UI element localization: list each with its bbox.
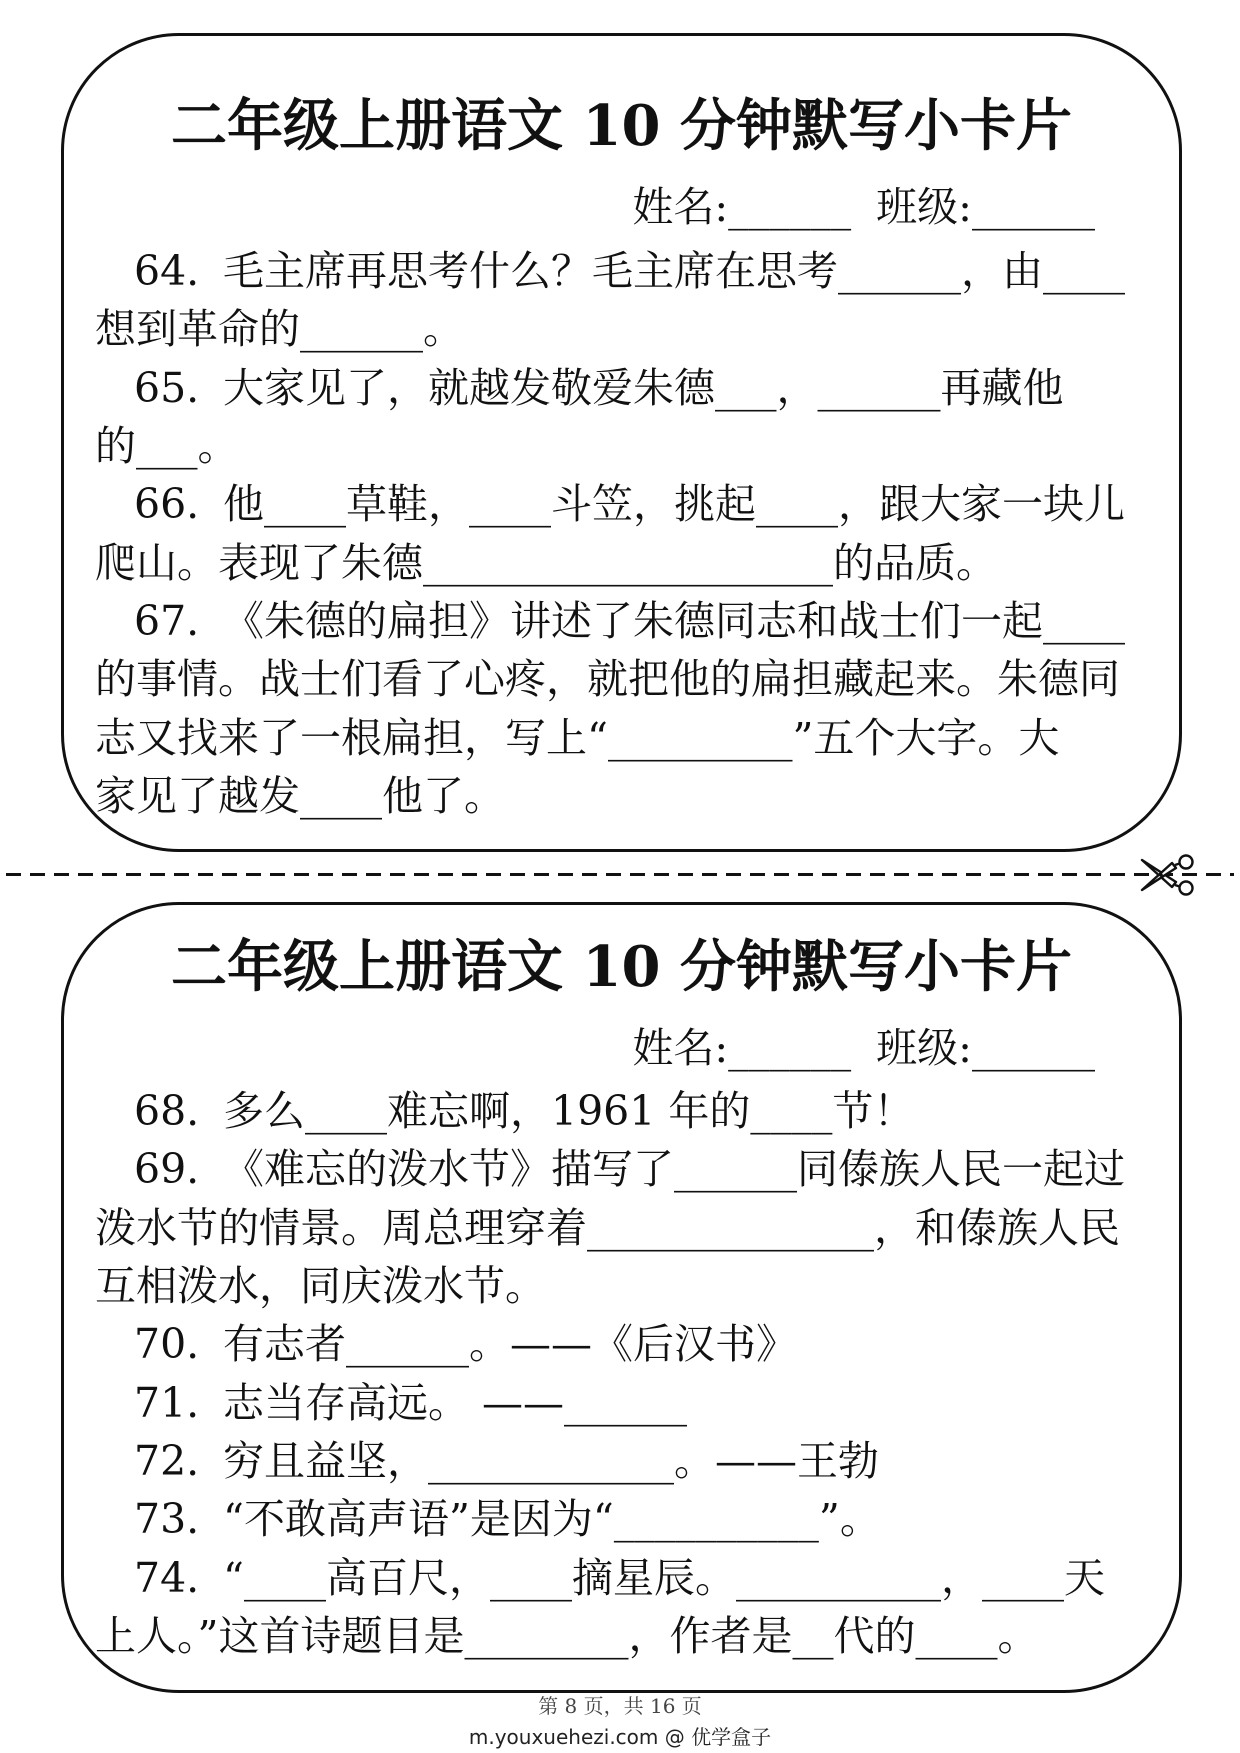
question-text: 上人。”这首诗题目是________，作者是__代的____。: [95, 1612, 1039, 1660]
site-watermark: m.youxuehezi.com @ 优学盒子: [468, 1725, 772, 1749]
class-field: 班级:______: [876, 183, 1095, 231]
question-line: [134, 359, 1064, 417]
question-text: 《难忘的泼水节》描写了______同傣族人民一起过: [223, 1145, 1125, 1193]
question-line: [134, 1082, 914, 1140]
question-number: 64.: [134, 247, 200, 295]
question-text: “不敢高声语”是因为“__________”。: [223, 1495, 881, 1543]
dashed-cut-line: [6, 873, 1234, 876]
question-number: 73.: [134, 1495, 200, 1543]
question-text: 穷且益坚，____________。——王勃: [223, 1437, 879, 1485]
card-title: 二年级上册语文 10 分钟默写小卡片: [171, 93, 1072, 159]
question-text: 的___。: [95, 422, 239, 470]
student-info: [632, 1019, 1095, 1077]
question-line: [134, 475, 1125, 533]
dictation-card-1: [61, 33, 1182, 852]
question-text: 家见了越发____他了。: [95, 772, 505, 820]
question-number: 74.: [134, 1554, 200, 1602]
question-text: “____高百尺，____摘星辰。__________，____天: [223, 1554, 1105, 1602]
question-text: 的事情。战士们看了心疼，就把他的扁担藏起来。朱德同: [95, 655, 1120, 703]
question-line: [134, 592, 1125, 650]
name-field: 姓名:______: [632, 183, 852, 231]
question-text: 想到革命的______。: [95, 305, 464, 353]
question-text: 爬山。表现了朱德____________________的品质。: [95, 539, 997, 587]
scissors-icon: [1140, 852, 1196, 898]
question-text: 《朱德的扁担》讲述了朱德同志和战士们一起____: [223, 597, 1125, 645]
name-field: 姓名:______: [632, 1024, 852, 1072]
question-number: 71.: [134, 1379, 200, 1427]
dictation-card-2: [61, 902, 1182, 1693]
question-line: [134, 1490, 881, 1548]
question-text: 毛主席再思考什么？毛主席在思考______，由____: [223, 247, 1125, 295]
question-line: [134, 1432, 879, 1490]
question-text: 他____草鞋，____斗笠，挑起____，跟大家一块儿: [223, 480, 1125, 528]
question-line: [134, 1549, 1105, 1607]
question-number: 68.: [134, 1087, 200, 1135]
question-line: [134, 1374, 687, 1432]
question-text: 互相泼水，同庆泼水节。: [95, 1262, 546, 1310]
question-text: 多么____难忘啊，1961 年的____节！: [223, 1087, 915, 1135]
question-line: [134, 1315, 797, 1373]
question-number: 66.: [134, 480, 200, 528]
page-number: 第 8 页，共 16 页: [538, 1694, 702, 1718]
question-number: 65.: [134, 364, 200, 412]
question-text: 志又找来了一根扁担，写上“_________”五个大字。大: [95, 714, 1060, 762]
question-text: 泼水节的情景。周总理穿着______________，和傣族人民: [95, 1204, 1120, 1252]
question-number: 72.: [134, 1437, 200, 1485]
question-number: 67.: [134, 597, 200, 645]
question-text: 有志者______。——《后汉书》: [223, 1320, 797, 1368]
question-number: 70.: [134, 1320, 200, 1368]
question-text: 大家见了，就越发敬爱朱德___，______再藏他: [223, 364, 1064, 412]
question-line: [134, 242, 1125, 300]
question-line: [134, 1140, 1125, 1198]
question-number: 69.: [134, 1145, 200, 1193]
question-text: 志当存高远。 ——______: [223, 1379, 688, 1427]
student-info: [632, 178, 1095, 236]
card-title: 二年级上册语文 10 分钟默写小卡片: [171, 934, 1072, 1000]
class-field: 班级:______: [876, 1024, 1095, 1072]
